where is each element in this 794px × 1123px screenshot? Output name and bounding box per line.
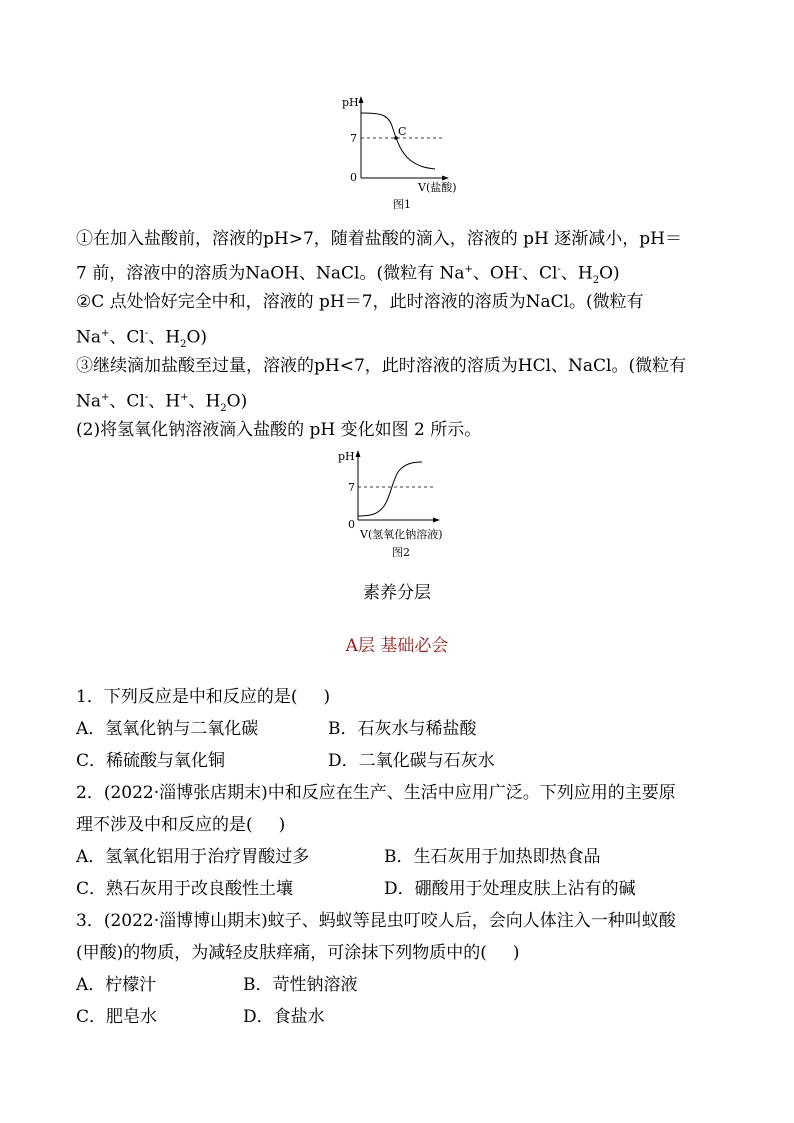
question-text: 1．下列反应是中和反应的是( [76,687,298,707]
text-span: 7 前，溶液中的溶质为NaOH、NaCl。(微粒有 Na [76,263,465,284]
question-text: 理不涉及中和反应的是( [76,815,253,835]
figure-2-caption: 图2 [392,546,410,559]
superscript: + [464,264,473,275]
question-2-stem-line-2 [76,814,285,836]
y-axis-arrow [359,96,364,103]
question-1-stem [76,686,330,708]
paragraph-1-line-2 [76,259,620,292]
paragraph-2-line-1: ②C 点处恰好完全中和，溶液的 pH＝7，此时溶液的溶质为NaCl。(微粒有 [76,292,644,312]
subscript: 2 [220,403,227,415]
ph-curve [361,113,435,169]
x-axis-label: V(盐酸) [418,181,457,194]
text-span: 、OH [472,263,519,284]
ph-curve [358,462,422,516]
question-3-option-b: B．苛性钠溶液 [243,975,358,995]
question-2-stem-line-1: 2．(2022·淄博张店期末)中和反应在生产、生活中应用广泛。下列应用的主要原 [76,783,676,803]
y-axis-arrow [356,450,361,457]
superscript: - [518,264,523,275]
y-axis-label: pH [342,96,359,109]
question-1-option-c: C．稀硫酸与氧化铜 [76,751,226,771]
subscript: 2 [180,339,187,351]
paragraph-1-line-1: ①在加入盐酸前，溶液的pH>7，随着盐酸的滴入，溶液的 pH 逐渐减小，pH＝ [76,229,682,249]
x-axis-arrow [442,176,449,181]
text-span: Na [76,391,102,412]
text-span: 、Cl [109,391,145,412]
text-span: 、Cl [522,263,558,284]
x-axis-arrow [433,518,440,523]
paragraph-3-line-1: ③继续滴加盐酸至过量，溶液的pH<7，此时溶液的溶质为HCl、NaCl。(微粒有 [76,356,687,376]
superscript: - [144,328,149,339]
tick-7-label: 7 [350,132,357,145]
question-3-stem-line-2 [76,942,520,964]
question-1-option-a: A．氢氧化钠与二氧化碳 [76,719,259,739]
paragraph-2-line-2 [76,323,207,356]
y-axis-label: pH [338,450,355,463]
tick-7-label: 7 [348,481,355,494]
paragraph-4: (2)将氢氧化钠溶液滴入盐酸的 pH 变化如图 2 所示。 [76,420,482,440]
question-2-option-a: A．氢氧化铝用于治疗胃酸过多 [76,847,310,867]
text-span: O) [599,263,620,284]
question-3-option-a: A．柠檬汁 [76,975,157,995]
question-2-option-d: D．硼酸用于处理皮肤上沾有的碱 [384,879,636,899]
superscript: - [144,392,149,403]
superscript: + [101,328,110,339]
question-text: ) [512,943,520,963]
figure-2 [326,446,476,566]
text-span: 、Cl [109,327,145,348]
text-span: 、H [148,391,181,412]
text-span: 、H [560,263,593,284]
figure-1-graph [330,92,480,217]
paragraph-3-line-2 [76,387,247,420]
question-3-option-d: D．食盐水 [243,1007,325,1027]
point-c-label: C [398,125,407,138]
text-span: 、H [188,391,221,412]
text-span: O) [186,327,208,348]
origin-label: 0 [348,518,355,531]
superscript: - [557,264,561,275]
x-axis-label: V(氢氧化钠溶液) [360,528,443,541]
figure-1-caption: 图1 [393,198,411,211]
origin-label: 0 [350,171,357,184]
question-text: (甲酸)的物质，为减轻皮肤痒痛，可涂抹下列物质中的( [76,943,487,963]
figure-1 [330,92,480,217]
question-3-stem-line-1: 3．(2022·淄博博山期末)蚊子、蚂蚁等昆虫叮咬人后，会向人体注入一种叫蚁酸 [76,911,676,931]
question-2-option-b: B．生石灰用于加热即热食品 [384,847,601,867]
question-3-option-c: C．肥皂水 [76,1007,158,1027]
text-span: 、H [148,327,181,348]
superscript: + [101,392,110,403]
section-title: 素养分层 [363,583,431,603]
question-text: ) [278,815,286,835]
level-title: A层 基础必会 [345,636,449,656]
question-1-option-b: B．石灰水与稀盐酸 [328,719,477,739]
figure-2-graph [326,446,476,566]
question-1-option-d: D．二氧化碳与石灰水 [328,751,495,771]
question-2-option-c: C．熟石灰用于改良酸性土壤 [76,879,294,899]
text-span: Na [76,327,102,348]
text-span: O) [226,391,248,412]
superscript: + [180,392,189,403]
question-text: ) [323,687,331,707]
subscript: 2 [592,275,600,287]
